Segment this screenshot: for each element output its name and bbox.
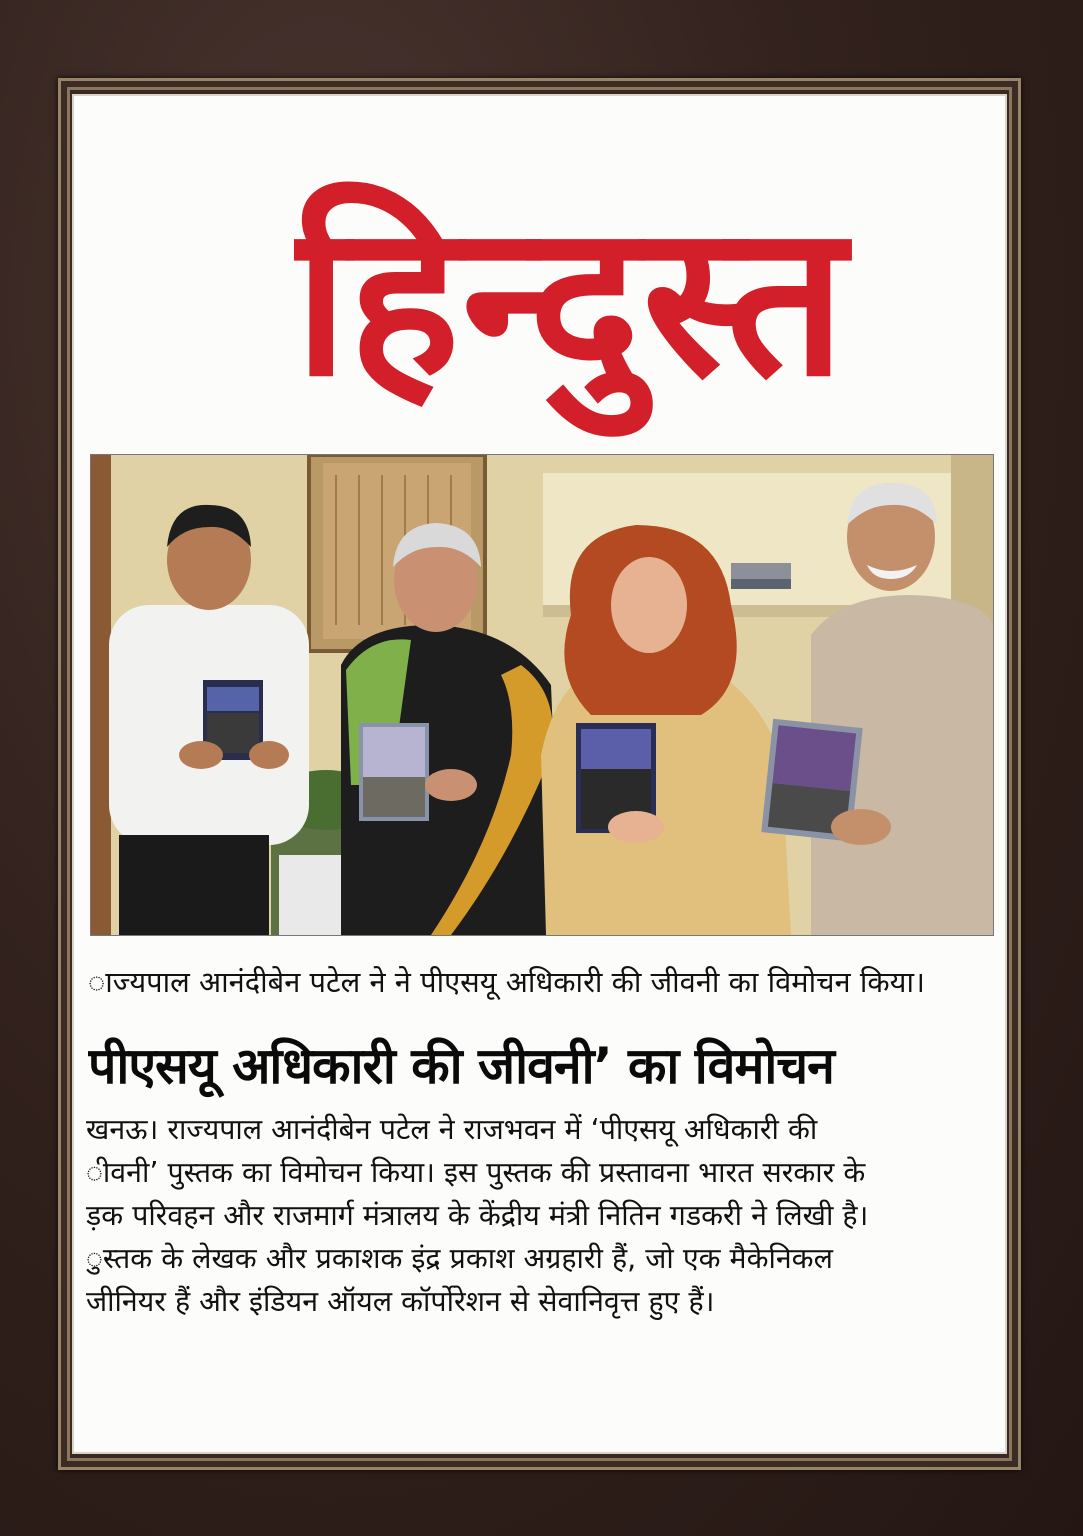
newspaper-masthead <box>294 176 1005 466</box>
body-line-3: ड़क परिवहन और राजमार्ग मंत्रालय के केंद्रीय मंत्री नितिन गडकरी ने लिखी है। <box>86 1199 869 1232</box>
newspaper-clipping <box>74 96 1005 1452</box>
photo-illustration <box>91 455 993 935</box>
article-headline: पीएसयू अधिकारी की जीवनी’ का विमोचन <box>88 1037 834 1095</box>
news-photo <box>90 454 994 936</box>
article-body <box>86 1108 996 1323</box>
body-line-5: जीनियर हैं और इंडियन ऑयल कॉर्पोरेशन से सेवानिवृत्त हुए हैं। <box>86 1285 715 1318</box>
photo-caption: ाज्यपाल आनंदीबेन पटेल ने ने पीएसयू अधिकारी की जीवनी का विमोचन किया। <box>88 965 925 999</box>
body-line-2: ीवनी’ पुस्तक का विमोचन किया। इस पुस्तक की प्रस्तावना भारत सरकार के <box>86 1156 866 1189</box>
body-line-1: खनऊ। राज्यपाल आनंदीबेन पटेल ने राजभवन में ‘पीएसयू अधिकारी की <box>86 1113 818 1146</box>
body-line-4: ुस्तक के लेखक और प्रकाशक इंद्र प्रकाश अग्रहारी हैं, जो एक मैकेनिकल <box>86 1242 833 1275</box>
masthead-title: हिन्दुस्त <box>294 178 848 423</box>
